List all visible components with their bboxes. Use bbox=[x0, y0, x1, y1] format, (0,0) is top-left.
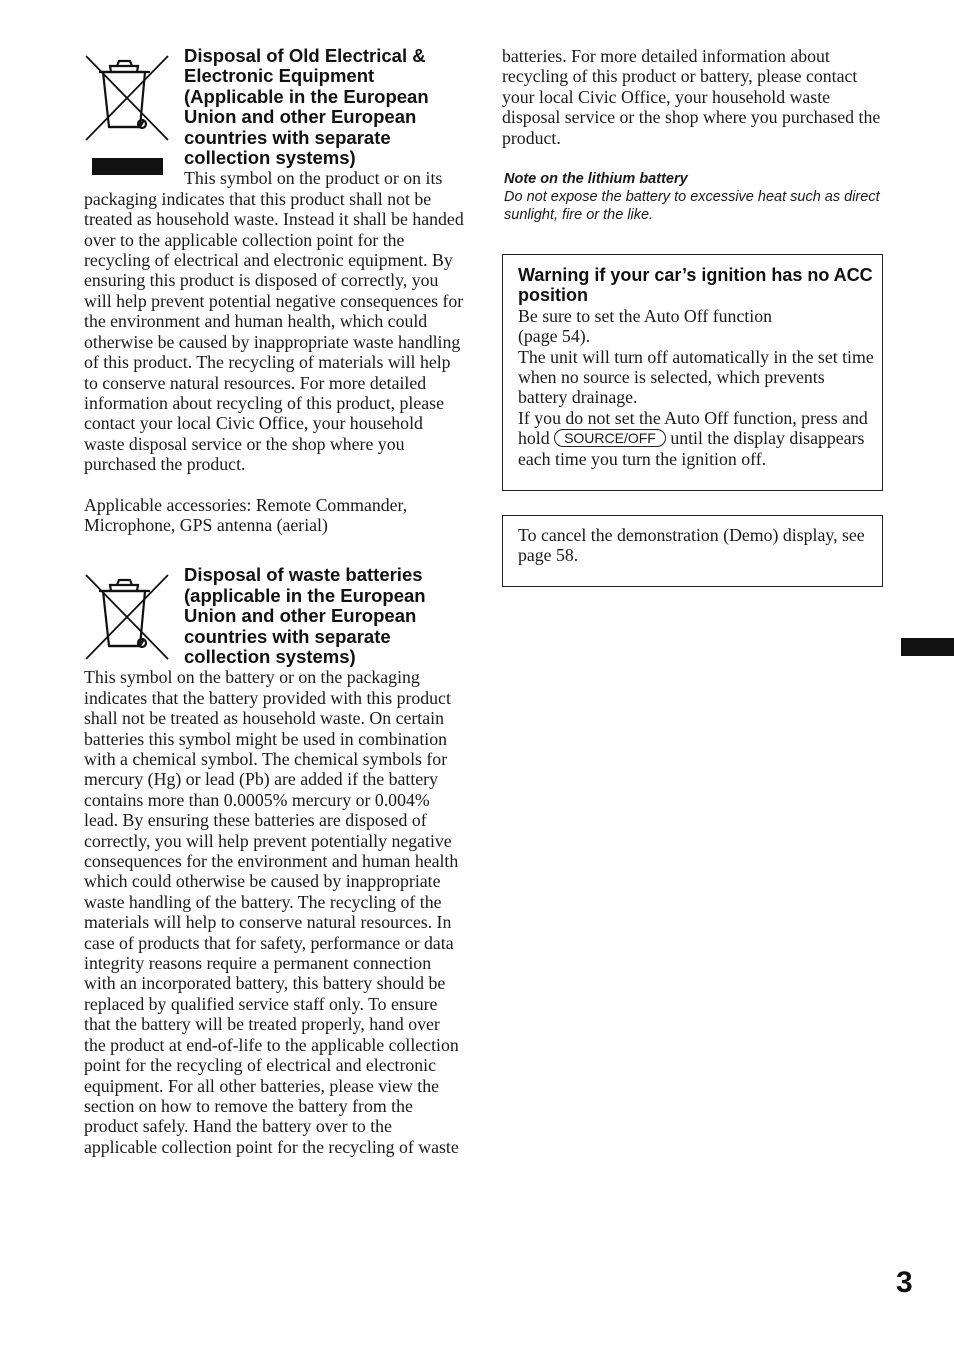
right-column bbox=[502, 46, 883, 566]
crossed-out-wheeled-bin-icon bbox=[84, 54, 172, 144]
crossed-out-wheeled-bin-icon bbox=[84, 573, 172, 663]
section-tab-marker bbox=[901, 638, 954, 656]
battery-symbol bbox=[84, 565, 184, 663]
source-off-button: SOURCE/OFF bbox=[554, 429, 666, 447]
weee-heading: Disposal of Old Electrical & Electronic Equipment (Applicable in the European Union and other European countries with separate collection systems) bbox=[184, 45, 429, 169]
weee-section bbox=[84, 46, 464, 535]
acc-warning-line1-text: Be sure to set the Auto Off function bbox=[518, 305, 772, 326]
acc-warning-line2: The unit will turn off automatically in the set time when no source is selected, which prevents battery drainage. bbox=[518, 346, 874, 408]
weee-symbol bbox=[84, 46, 184, 172]
acc-warning-line3-before: If you do not set the Auto Off function, press and hold bbox=[518, 407, 868, 449]
demo-cancel-box bbox=[502, 515, 883, 587]
demo-cancel-text: To cancel the demonstration (Demo) display, see page 58. bbox=[518, 525, 865, 566]
battery-body-continuation: batteries. For more detailed information about recycling of this product or battery, please contact your local Civic Office, your household waste disposal service or the shop where you purchased the product. bbox=[502, 46, 881, 148]
acc-warning-line3 bbox=[518, 408, 874, 469]
acc-warning-line3-after: until the display disappears each time you turn the ignition off. bbox=[518, 428, 865, 469]
acc-warning-line1-page-ref: (page 54). bbox=[518, 326, 591, 347]
lithium-note-text: Do not expose the battery to excessive heat such as direct sunlight, fire or the like. bbox=[504, 189, 880, 224]
page-number: 3 bbox=[896, 1266, 913, 1299]
weee-body: This symbol on the product or on its packaging indicates that this product shall not be treated as household waste. Instead it shall be handed over to the applicable collection point for the recycling of electrical and electronic equipment. By ensuring this product is disposed of correctly, you will help prevent potential negative consequences for the environment and human health, which could otherwise be caused by inappropriate waste handling of this product. The recycling of materials will help to conserve natural resources. For more detailed information about recycling of this product, please contact your local Civic Office, your household waste disposal service or the shop where you purchased the product. bbox=[84, 168, 464, 475]
battery-heading: Disposal of waste batteries (applicable in the European Union and other European countries with separate collection systems) bbox=[184, 564, 426, 667]
battery-section bbox=[84, 565, 464, 1157]
battery-body: This symbol on the battery or on the packaging indicates that the battery provided with this product shall not be treated as household waste. On certain batteries this symbol might be used in combination with a chemical symbol. The chemical symbols for mercury (Hg) or lead (Pb) are added if the battery contains more than 0.0005% mercury or 0.004% lead. By ensuring these batteries are disposed of correctly, you will help prevent potentially negative consequences for the environment and human health which could otherwise be caused by inappropriate waste handling of the battery. The recycling of the materials will help to conserve natural resources. In case of products that for safety, performance or data integrity reasons require a permanent connection with an incorporated battery, this battery should be replaced by qualified service staff only. To ensure that the battery will be treated properly, hand over the product at end-of-life to the applicable collection point for the recycling of electrical and electronic equipment. For all other batteries, please view the section on how to remove the battery from the product safely. Hand the battery over to the applicable collection point for the recycling of waste bbox=[84, 667, 459, 1157]
acc-warning-heading: Warning if your car’s ignition has no ACC position bbox=[518, 265, 873, 306]
applicable-accessories: Applicable accessories: Remote Commander, Microphone, GPS antenna (aerial) bbox=[84, 494, 408, 535]
acc-warning-box bbox=[502, 254, 883, 491]
acc-warning-line1 bbox=[518, 306, 874, 347]
left-column bbox=[84, 46, 464, 1157]
lithium-note-title: Note on the lithium battery bbox=[504, 171, 688, 188]
weee-bar-mark bbox=[92, 158, 163, 175]
